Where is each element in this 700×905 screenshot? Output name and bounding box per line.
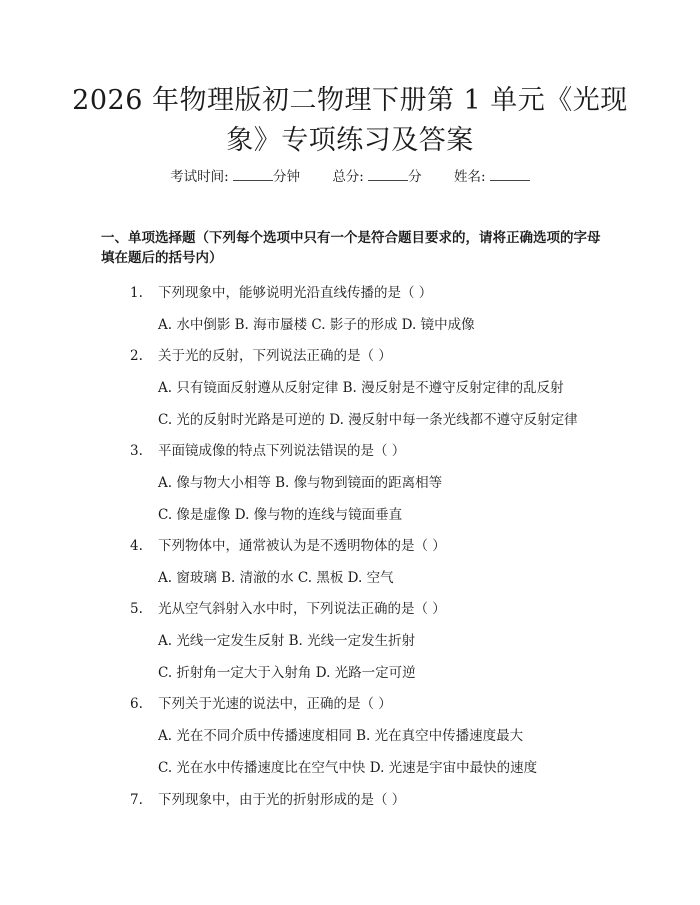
question-text: 平面镜成像的特点下列说法错误的是（ ）: [158, 443, 406, 459]
question-number: 6.: [130, 696, 143, 712]
question-options: A. 像与物大小相等 B. 像与物到镜面的距离相等: [158, 475, 443, 491]
question-text: 光从空气斜射入水中时，下列说法正确的是（ ）: [158, 601, 446, 617]
question-options: C. 折射角一定大于入射角 D. 光路一定可逆: [158, 665, 416, 681]
question-options: A. 光在不同介质中传播速度相同 B. 光在真空中传播速度最大: [158, 728, 524, 744]
question-options: A. 只有镜面反射遵从反射定律 B. 漫反射是不遵守反射定律的乱反射: [158, 380, 564, 396]
question-number: 2.: [130, 348, 143, 364]
time-blank: [233, 168, 273, 181]
question: [130, 599, 446, 619]
time-label: 考试时间:: [170, 169, 229, 185]
page-title-line-2: 象》专项练习及答案: [226, 125, 474, 156]
question: [130, 283, 432, 303]
question: [130, 694, 392, 714]
question-text: 下列关于光速的说法中，正确的是（ ）: [158, 696, 392, 712]
question-number: 5.: [130, 601, 143, 617]
exam-meta: [0, 166, 700, 188]
question-options: A. 光线一定发生反射 B. 光线一定发生折射: [158, 633, 416, 649]
question-text: 下列现象中，由于光的折射形成的是（ ）: [158, 792, 406, 808]
question-options: A. 窗玻璃 B. 清澈的水 C. 黑板 D. 空气: [158, 570, 394, 586]
question: [130, 441, 405, 461]
question: [130, 790, 405, 810]
question-options: C. 像是虚像 D. 像与物的连线与镜面垂直: [158, 507, 403, 523]
question-number: 1.: [130, 285, 143, 301]
name-label: 姓名:: [453, 169, 486, 185]
score-blank: [368, 168, 408, 181]
question-number: 3.: [130, 443, 143, 459]
question-options: C. 光在水中传播速度比在空气中快 D. 光速是宇宙中最快的速度: [158, 760, 538, 776]
page-title-line-1: 2026 年物理版初二物理下册第 1 单元《光现: [72, 85, 628, 116]
question-number: 7.: [130, 792, 143, 808]
time-unit: 分钟: [273, 169, 301, 185]
question-text: 关于光的反射，下列说法正确的是（ ）: [158, 348, 392, 364]
question-options: A. 水中倒影 B. 海市蜃楼 C. 影子的形成 D. 镜中成像: [158, 317, 475, 333]
question-options: C. 光的反射时光路是可逆的 D. 漫反射中每一条光线都不遵守反射定律: [158, 412, 578, 428]
question-number: 4.: [130, 538, 143, 554]
exam-score: [332, 166, 421, 188]
name-blank: [490, 168, 530, 181]
question-text: 下列现象中，能够说明光沿直线传播的是（ ）: [158, 285, 433, 301]
score-label: 总分:: [332, 169, 364, 185]
question: [130, 536, 446, 556]
exam-time: [170, 166, 300, 188]
question-text: 下列物体中，通常被认为是不透明物体的是（ ）: [158, 538, 446, 554]
score-unit: 分: [408, 169, 422, 185]
exam-name: [454, 166, 530, 188]
section-heading: 一、单项选择题（下列每个选项中只有一个是符合题目要求的，请将正确选项的字母填在题后的括号内）: [101, 230, 601, 266]
question: [130, 346, 392, 366]
